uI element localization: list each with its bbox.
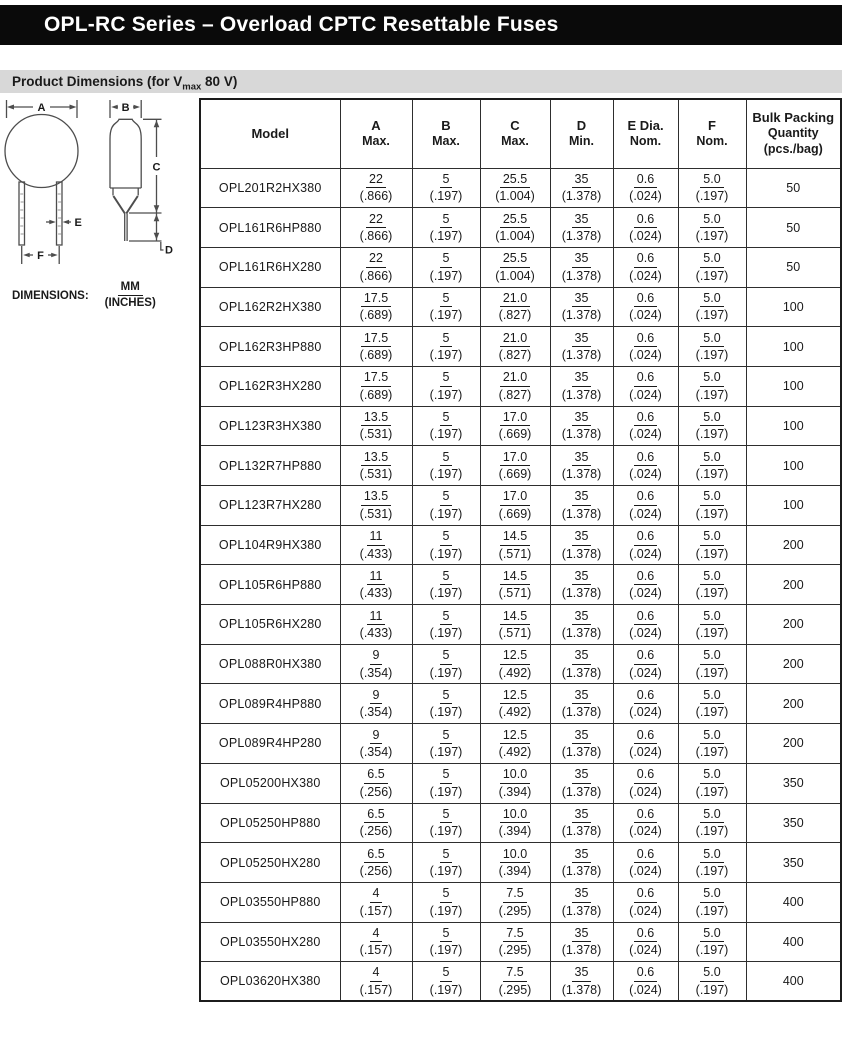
table-row bbox=[200, 962, 841, 1002]
dim-b-cell: $\frac{5}{(.197)}$ bbox=[412, 644, 480, 684]
dim-d-cell: $\frac{35}{(1.378)}$ bbox=[550, 724, 613, 764]
dim-a-cell: $\frac{4}{(.157)}$ bbox=[340, 922, 412, 962]
table-row bbox=[200, 525, 841, 565]
dim-c-cell: $\frac{7.5}{(.295)}$ bbox=[480, 922, 550, 962]
dim-d-cell: $\frac{35}{(1.378)}$ bbox=[550, 565, 613, 605]
dim-f-cell: $\frac{5.0}{(.197)}$ bbox=[678, 724, 746, 764]
dim-e-cell: $\frac{0.6}{(.024)}$ bbox=[613, 287, 678, 327]
col-header-b: B Max. bbox=[412, 99, 480, 168]
dim-f-cell: $\frac{5.0}{(.197)}$ bbox=[678, 763, 746, 803]
dim-f-cell: $\frac{5.0}{(.197)}$ bbox=[678, 962, 746, 1002]
dim-e-cell: $\frac{0.6}{(.024)}$ bbox=[613, 605, 678, 645]
dim-a-cell: $\frac{17.5}{(.689)}$ bbox=[340, 287, 412, 327]
model-cell: OPL162R2HX380 bbox=[200, 287, 340, 327]
qty-cell: 100 bbox=[746, 446, 841, 486]
dim-d-cell: $\frac{35}{(1.378)}$ bbox=[550, 922, 613, 962]
dim-e-cell: $\frac{0.6}{(.024)}$ bbox=[613, 406, 678, 446]
dim-f-cell: $\frac{5.0}{(.197)}$ bbox=[678, 605, 746, 645]
dim-f-cell: $\frac{5.0}{(.197)}$ bbox=[678, 803, 746, 843]
dim-d-cell: $\frac{35}{(1.378)}$ bbox=[550, 327, 613, 367]
dim-e-cell: $\frac{0.6}{(.024)}$ bbox=[613, 525, 678, 565]
model-cell: OPL161R6HP880 bbox=[200, 208, 340, 248]
dim-a-cell: $\frac{22}{(.866)}$ bbox=[340, 168, 412, 208]
model-cell: OPL201R2HX380 bbox=[200, 168, 340, 208]
dim-d-cell: $\frac{35}{(1.378)}$ bbox=[550, 962, 613, 1002]
dim-d-cell: $\frac{35}{(1.378)}$ bbox=[550, 684, 613, 724]
units-inches: (INCHES) bbox=[104, 297, 156, 310]
dim-d-cell: $\frac{35}{(1.378)}$ bbox=[550, 446, 613, 486]
dim-c-cell: $\frac{17.0}{(.669)}$ bbox=[480, 486, 550, 526]
units-mm: MM bbox=[118, 281, 143, 296]
dim-c-cell: $\frac{12.5}{(.492)}$ bbox=[480, 644, 550, 684]
dim-b-cell: $\frac{5}{(.197)}$ bbox=[412, 168, 480, 208]
table-row bbox=[200, 724, 841, 764]
table-row bbox=[200, 446, 841, 486]
model-cell: OPL123R3HX380 bbox=[200, 406, 340, 446]
dim-f-cell: $\frac{5.0}{(.197)}$ bbox=[678, 327, 746, 367]
dim-b-cell: $\frac{5}{(.197)}$ bbox=[412, 724, 480, 764]
dim-d-cell: $\frac{35}{(1.378)}$ bbox=[550, 763, 613, 803]
col-header-qty: Bulk Packing Quantity (pcs./bag) bbox=[746, 99, 841, 168]
dim-f-cell: $\frac{5.0}{(.197)}$ bbox=[678, 644, 746, 684]
qty-cell: 200 bbox=[746, 644, 841, 684]
dim-b-cell: $\frac{5}{(.197)}$ bbox=[412, 486, 480, 526]
dim-f-cell: $\frac{5.0}{(.197)}$ bbox=[678, 486, 746, 526]
dim-e-cell: $\frac{0.6}{(.024)}$ bbox=[613, 208, 678, 248]
dim-e-cell: $\frac{0.6}{(.024)}$ bbox=[613, 644, 678, 684]
dim-d-cell: $\frac{35}{(1.378)}$ bbox=[550, 287, 613, 327]
model-cell: OPL05250HP880 bbox=[200, 803, 340, 843]
qty-cell: 200 bbox=[746, 525, 841, 565]
dim-f-cell: $\frac{5.0}{(.197)}$ bbox=[678, 406, 746, 446]
qty-cell: 400 bbox=[746, 922, 841, 962]
dim-d-cell: $\frac{35}{(1.378)}$ bbox=[550, 843, 613, 883]
dim-c-cell: $\frac{10.0}{(.394)}$ bbox=[480, 763, 550, 803]
qty-cell: 100 bbox=[746, 406, 841, 446]
model-cell: OPL088R0HX380 bbox=[200, 644, 340, 684]
fuse-outline-drawing bbox=[3, 98, 198, 273]
dim-b-cell: $\frac{5}{(.197)}$ bbox=[412, 605, 480, 645]
dim-e-cell: $\frac{0.6}{(.024)}$ bbox=[613, 486, 678, 526]
dim-e-cell: $\frac{0.6}{(.024)}$ bbox=[613, 366, 678, 406]
dim-b-cell: $\frac{5}{(.197)}$ bbox=[412, 763, 480, 803]
dim-f-cell: $\frac{5.0}{(.197)}$ bbox=[678, 684, 746, 724]
table-row bbox=[200, 486, 841, 526]
dim-c-cell: $\frac{10.0}{(.394)}$ bbox=[480, 803, 550, 843]
dimensions-label: DIMENSIONS: bbox=[12, 289, 89, 302]
dim-e-cell: $\frac{0.6}{(.024)}$ bbox=[613, 684, 678, 724]
model-cell: OPL089R4HP880 bbox=[200, 684, 340, 724]
dim-e-cell: $\frac{0.6}{(.024)}$ bbox=[613, 565, 678, 605]
dim-e-cell: $\frac{0.6}{(.024)}$ bbox=[613, 327, 678, 367]
dim-a-cell: $\frac{4}{(.157)}$ bbox=[340, 882, 412, 922]
dim-d-cell: $\frac{35}{(1.378)}$ bbox=[550, 525, 613, 565]
dim-e-cell: $\frac{0.6}{(.024)}$ bbox=[613, 922, 678, 962]
dim-b-cell: $\frac{5}{(.197)}$ bbox=[412, 247, 480, 287]
qty-cell: 50 bbox=[746, 208, 841, 248]
dim-a-cell: $\frac{6.5}{(.256)}$ bbox=[340, 803, 412, 843]
dim-c-cell: $\frac{14.5}{(.571)}$ bbox=[480, 525, 550, 565]
product-dimension-diagram bbox=[3, 98, 198, 273]
dim-b-cell: $\frac{5}{(.197)}$ bbox=[412, 922, 480, 962]
dim-a-cell: $\frac{22}{(.866)}$ bbox=[340, 247, 412, 287]
qty-cell: 350 bbox=[746, 763, 841, 803]
dim-f-cell: $\frac{5.0}{(.197)}$ bbox=[678, 843, 746, 883]
qty-cell: 400 bbox=[746, 962, 841, 1002]
table-row bbox=[200, 287, 841, 327]
qty-cell: 200 bbox=[746, 565, 841, 605]
model-cell: OPL03620HX380 bbox=[200, 962, 340, 1002]
table-row bbox=[200, 763, 841, 803]
dim-b-cell: $\frac{5}{(.197)}$ bbox=[412, 882, 480, 922]
lead-hatching bbox=[20, 194, 61, 234]
dim-c-cell: $\frac{25.5}{(1.004)}$ bbox=[480, 208, 550, 248]
table-row bbox=[200, 684, 841, 724]
dim-d-cell: $\frac{35}{(1.378)}$ bbox=[550, 366, 613, 406]
model-cell: OPL03550HP880 bbox=[200, 882, 340, 922]
dim-a-cell: $\frac{13.5}{(.531)}$ bbox=[340, 486, 412, 526]
dimensions-units-note bbox=[12, 281, 156, 310]
dim-d-cell: $\frac{35}{(1.378)}$ bbox=[550, 882, 613, 922]
table-row bbox=[200, 406, 841, 446]
model-cell: OPL123R7HX280 bbox=[200, 486, 340, 526]
table-row bbox=[200, 843, 841, 883]
dim-c-cell: $\frac{25.5}{(1.004)}$ bbox=[480, 247, 550, 287]
col-header-d: D Min. bbox=[550, 99, 613, 168]
dim-a-cell: $\frac{17.5}{(.689)}$ bbox=[340, 366, 412, 406]
qty-cell: 350 bbox=[746, 803, 841, 843]
dim-c-cell: $\frac{12.5}{(.492)}$ bbox=[480, 684, 550, 724]
dim-d-cell: $\frac{35}{(1.378)}$ bbox=[550, 168, 613, 208]
model-cell: OPL132R7HP880 bbox=[200, 446, 340, 486]
dim-b-cell: $\frac{5}{(.197)}$ bbox=[412, 287, 480, 327]
dim-label-b: B bbox=[121, 102, 130, 114]
table-row bbox=[200, 327, 841, 367]
dim-b-cell: $\frac{5}{(.197)}$ bbox=[412, 327, 480, 367]
dim-label-c: C bbox=[152, 161, 161, 174]
qty-cell: 200 bbox=[746, 724, 841, 764]
table-row bbox=[200, 803, 841, 843]
dim-f-cell: $\frac{5.0}{(.197)}$ bbox=[678, 168, 746, 208]
dim-c-cell: $\frac{14.5}{(.571)}$ bbox=[480, 565, 550, 605]
dim-e-cell: $\frac{0.6}{(.024)}$ bbox=[613, 724, 678, 764]
model-cell: OPL105R6HP880 bbox=[200, 565, 340, 605]
dim-b-cell: $\frac{5}{(.197)}$ bbox=[412, 565, 480, 605]
model-cell: OPL162R3HX280 bbox=[200, 366, 340, 406]
dim-c-cell: $\frac{12.5}{(.492)}$ bbox=[480, 724, 550, 764]
dim-b-cell: $\frac{5}{(.197)}$ bbox=[412, 843, 480, 883]
dim-b-cell: $\frac{5}{(.197)}$ bbox=[412, 208, 480, 248]
dim-f-cell: $\frac{5.0}{(.197)}$ bbox=[678, 287, 746, 327]
table-row bbox=[200, 247, 841, 287]
qty-cell: 200 bbox=[746, 605, 841, 645]
table-row bbox=[200, 882, 841, 922]
model-cell: OPL161R6HX280 bbox=[200, 247, 340, 287]
qty-cell: 100 bbox=[746, 327, 841, 367]
dim-e-cell: $\frac{0.6}{(.024)}$ bbox=[613, 962, 678, 1002]
qty-cell: 50 bbox=[746, 168, 841, 208]
dim-d-cell: $\frac{35}{(1.378)}$ bbox=[550, 247, 613, 287]
dim-label-d: D bbox=[165, 244, 173, 257]
dim-a-cell: $\frac{11}{(.433)}$ bbox=[340, 565, 412, 605]
dim-c-cell: $\frac{17.0}{(.669)}$ bbox=[480, 406, 550, 446]
dim-d-cell: $\frac{35}{(1.378)}$ bbox=[550, 605, 613, 645]
dim-f-cell: $\frac{5.0}{(.197)}$ bbox=[678, 446, 746, 486]
dim-a-cell: $\frac{13.5}{(.531)}$ bbox=[340, 446, 412, 486]
section-title-suffix: 80 V) bbox=[201, 74, 238, 89]
table-row bbox=[200, 366, 841, 406]
dim-f-cell: $\frac{5.0}{(.197)}$ bbox=[678, 882, 746, 922]
dim-c-cell: $\frac{21.0}{(.827)}$ bbox=[480, 327, 550, 367]
dim-f-cell: $\frac{5.0}{(.197)}$ bbox=[678, 922, 746, 962]
model-cell: OPL05250HX280 bbox=[200, 843, 340, 883]
dim-c-cell: $\frac{10.0}{(.394)}$ bbox=[480, 843, 550, 883]
table-row bbox=[200, 168, 841, 208]
dim-c-cell: $\frac{7.5}{(.295)}$ bbox=[480, 882, 550, 922]
title-bar bbox=[0, 5, 842, 45]
dim-f-cell: $\frac{5.0}{(.197)}$ bbox=[678, 366, 746, 406]
dim-c-cell: $\frac{7.5}{(.295)}$ bbox=[480, 962, 550, 1002]
dim-a-cell: $\frac{9}{(.354)}$ bbox=[340, 724, 412, 764]
table-body bbox=[200, 168, 841, 1001]
dim-b-cell: $\frac{5}{(.197)}$ bbox=[412, 684, 480, 724]
dim-f-cell: $\frac{5.0}{(.197)}$ bbox=[678, 565, 746, 605]
dim-c-cell: $\frac{21.0}{(.827)}$ bbox=[480, 366, 550, 406]
dim-d-cell: $\frac{35}{(1.378)}$ bbox=[550, 644, 613, 684]
model-cell: OPL104R9HX380 bbox=[200, 525, 340, 565]
dimensions-table bbox=[199, 98, 842, 1002]
units-fraction bbox=[105, 281, 156, 310]
qty-cell: 350 bbox=[746, 843, 841, 883]
dim-e-cell: $\frac{0.6}{(.024)}$ bbox=[613, 168, 678, 208]
dim-a-cell: $\frac{17.5}{(.689)}$ bbox=[340, 327, 412, 367]
dim-d-cell: $\frac{35}{(1.378)}$ bbox=[550, 406, 613, 446]
dim-c-cell: $\frac{17.0}{(.669)}$ bbox=[480, 446, 550, 486]
dim-e-cell: $\frac{0.6}{(.024)}$ bbox=[613, 446, 678, 486]
qty-cell: 100 bbox=[746, 486, 841, 526]
col-header-c: C Max. bbox=[480, 99, 550, 168]
table-header bbox=[200, 99, 841, 168]
table-row bbox=[200, 644, 841, 684]
col-header-f: F Nom. bbox=[678, 99, 746, 168]
model-cell: OPL03550HX280 bbox=[200, 922, 340, 962]
col-header-a: A Max. bbox=[340, 99, 412, 168]
dim-e-cell: $\frac{0.6}{(.024)}$ bbox=[613, 803, 678, 843]
dim-label-f: F bbox=[37, 250, 44, 262]
qty-cell: 100 bbox=[746, 366, 841, 406]
dim-a-cell: $\frac{6.5}{(.256)}$ bbox=[340, 843, 412, 883]
dim-f-cell: $\frac{5.0}{(.197)}$ bbox=[678, 247, 746, 287]
table-row bbox=[200, 922, 841, 962]
dim-b-cell: $\frac{5}{(.197)}$ bbox=[412, 525, 480, 565]
model-cell: OPL162R3HP880 bbox=[200, 327, 340, 367]
table-row bbox=[200, 208, 841, 248]
dim-a-cell: $\frac{4}{(.157)}$ bbox=[340, 962, 412, 1002]
section-header bbox=[0, 70, 842, 93]
dim-a-cell: $\frac{22}{(.866)}$ bbox=[340, 208, 412, 248]
section-title-prefix: Product Dimensions (for V bbox=[12, 74, 183, 89]
dim-b-cell: $\frac{5}{(.197)}$ bbox=[412, 366, 480, 406]
dim-d-cell: $\frac{35}{(1.378)}$ bbox=[550, 208, 613, 248]
col-header-e: E Dia. Nom. bbox=[613, 99, 678, 168]
qty-cell: 400 bbox=[746, 882, 841, 922]
model-cell: OPL089R4HP280 bbox=[200, 724, 340, 764]
qty-cell: 200 bbox=[746, 684, 841, 724]
dim-d-cell: $\frac{35}{(1.378)}$ bbox=[550, 803, 613, 843]
col-header-model: Model bbox=[200, 99, 340, 168]
model-cell: OPL105R6HX280 bbox=[200, 605, 340, 645]
table-row bbox=[200, 565, 841, 605]
dim-a-cell: $\frac{9}{(.354)}$ bbox=[340, 644, 412, 684]
qty-cell: 100 bbox=[746, 287, 841, 327]
dim-b-cell: $\frac{5}{(.197)}$ bbox=[412, 406, 480, 446]
qty-cell: 50 bbox=[746, 247, 841, 287]
dim-a-cell: $\frac{11}{(.433)}$ bbox=[340, 525, 412, 565]
dim-label-a: A bbox=[37, 102, 46, 114]
table-row bbox=[200, 605, 841, 645]
dim-a-cell: $\frac{6.5}{(.256)}$ bbox=[340, 763, 412, 803]
dim-b-cell: $\frac{5}{(.197)}$ bbox=[412, 446, 480, 486]
dim-c-cell: $\frac{14.5}{(.571)}$ bbox=[480, 605, 550, 645]
dim-a-cell: $\frac{13.5}{(.531)}$ bbox=[340, 406, 412, 446]
dim-e-cell: $\frac{0.6}{(.024)}$ bbox=[613, 763, 678, 803]
section-title-subscript: max bbox=[182, 81, 202, 93]
dim-b-cell: $\frac{5}{(.197)}$ bbox=[412, 803, 480, 843]
dim-label-e: E bbox=[74, 217, 82, 229]
dim-a-cell: $\frac{9}{(.354)}$ bbox=[340, 684, 412, 724]
dim-a-cell: $\frac{11}{(.433)}$ bbox=[340, 605, 412, 645]
model-cell: OPL05200HX380 bbox=[200, 763, 340, 803]
dim-d-cell: $\frac{35}{(1.378)}$ bbox=[550, 486, 613, 526]
dim-f-cell: $\frac{5.0}{(.197)}$ bbox=[678, 208, 746, 248]
dim-b-cell: $\frac{5}{(.197)}$ bbox=[412, 962, 480, 1002]
dim-c-cell: $\frac{21.0}{(.827)}$ bbox=[480, 287, 550, 327]
dim-e-cell: $\frac{0.6}{(.024)}$ bbox=[613, 843, 678, 883]
dim-f-cell: $\frac{5.0}{(.197)}$ bbox=[678, 525, 746, 565]
dim-e-cell: $\frac{0.6}{(.024)}$ bbox=[613, 882, 678, 922]
dim-c-cell: $\frac{25.5}{(1.004)}$ bbox=[480, 168, 550, 208]
dim-e-cell: $\frac{0.6}{(.024)}$ bbox=[613, 247, 678, 287]
page-title: OPL-RC Series – Overload CPTC Resettable Fuses bbox=[44, 13, 559, 36]
